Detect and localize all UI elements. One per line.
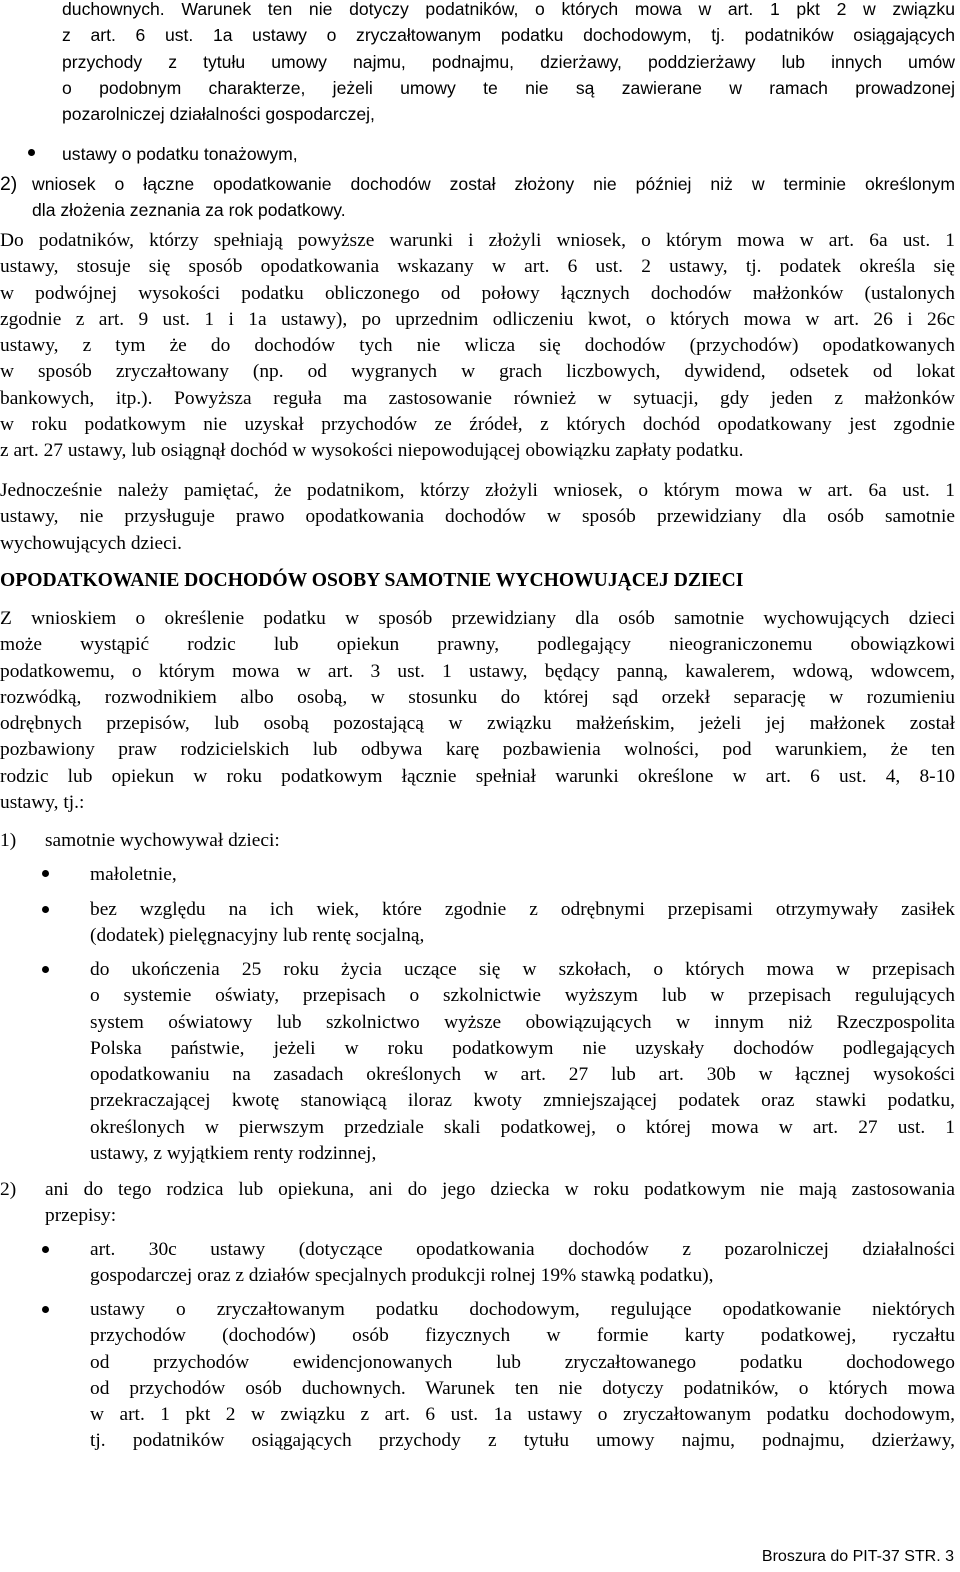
text-line: opodatkowaniu na zasadach określonych w art. 27 lub art. 30b w łącznej wysokości xyxy=(90,1064,955,1086)
joint-taxation-paragraph xyxy=(0,228,955,465)
text-line: gospodarczej oraz z działów specjalnych produkcji rolnej 19% stawką podatku), xyxy=(90,1265,714,1287)
condition-2-paragraph xyxy=(45,1177,955,1230)
bullet-tonnage: ustawy o podatku tonażowym, xyxy=(62,144,298,164)
text-line: określonych w pierwszym przedziale skali podatkowej, o której mowa w art. 27 ust. 1 xyxy=(90,1116,955,1138)
text-line: Z wnioskiem o określenie podatku w sposób przewidziany dla osób samotnie wychowujących dzieci xyxy=(0,608,955,629)
text-line: odrębnych przepisów, lub osobą pozostającą w związku małżeńskim, jeżeli jej małżonek został xyxy=(0,713,955,735)
condition-1-bullet-1 xyxy=(90,862,955,888)
text-line: w sposób zryczałtowany (np. od wygranych w grach liczbowych, dywidend, odsetek od lokat xyxy=(0,361,955,383)
remember-paragraph xyxy=(0,478,955,557)
condition-1-bullet-3 xyxy=(90,957,955,1167)
text-line: art. 30c ustawy (dotyczące opodatkowania dochodów z pozarolniczej działalności xyxy=(90,1239,955,1260)
text-line: duchownych. Warunek ten nie dotyczy podatników, o których mowa w art. 1 pkt 2 w związku xyxy=(62,0,955,19)
text-line: ustawy, z wyjątkiem renty rodzinnej, xyxy=(90,1143,377,1165)
text-line: bankowych, itp.). Powyższa reguła ma zastosowanie również w sytuacji, gdy jeden z małżonków xyxy=(0,387,955,409)
section-heading: OPODATKOWANIE DOCHODÓW OSOBY SAMOTNIE WYCHOWUJĄCEJ DZIECI xyxy=(0,570,744,591)
text-line: przekraczającej kwotę stanowiącą iloraz kwoty zmniejszającej podatek oraz stawki podatku, xyxy=(90,1090,955,1112)
text-line: Jednocześnie należy pamiętać, że podatnikom, którzy złożyli wniosek, o którym mowa w art. 6a ust. 1 xyxy=(0,480,955,501)
text-line: ustawy, nie przysługuje prawo opodatkowania dochodów w sposób przewidziany dla osób samotnie xyxy=(0,506,955,528)
text-line: system oświatowy lub szkolnictwo wyższe obowiązujących w innym niż Rzeczpospolita xyxy=(90,1011,955,1033)
condition-1-label: samotnie wychowywał dzieci: xyxy=(45,830,280,851)
text-line: przychody z tytułu umowy najmu, podnajmu, dzierżawy, poddzierżawy lub innych umów xyxy=(62,51,955,72)
condition-1-bullet-2 xyxy=(90,897,955,950)
condition-2-bullet-1 xyxy=(90,1237,955,1290)
page-footer: Broszura do PIT-37 STR. 3 xyxy=(761,1548,954,1565)
text-line: od przychodów osób duchownych. Warunek ten nie dotyczy podatników, o których mowa xyxy=(90,1377,955,1399)
bullet-icon xyxy=(42,1306,49,1313)
text-line: ustawy, z tym że do dochodów tych nie wlicza się dochodów (przychodów) opodatkowanych xyxy=(0,335,955,357)
text-line: przychodów (dochodów) osób fizycznych w formie karty podatkowej, ryczałtu xyxy=(90,1325,955,1347)
text-line: do ukończenia 25 roku życia uczące się w szkołach, o których mowa w przepisach xyxy=(90,959,955,980)
bullet-icon xyxy=(42,1246,49,1253)
text-line: podatkowemu, o którym mowa w art. 3 ust. 1 ustawy, będący panną, kawalerem, wdową, wdowcem, xyxy=(0,660,955,682)
text-line: pozarolniczej działalności gospodarczej, xyxy=(62,104,375,125)
text-line: w art. 1 pkt 2 w związku z art. 6 ust. 1a ustawy o zryczałtowanym podatku dochodowym, xyxy=(90,1404,955,1426)
text-line: wniosek o łączne opodatkowanie dochodów został złożony nie później niż w terminie określonym xyxy=(32,174,955,194)
text-line: (dodatek) pielęgnacyjny lub rentę socjalną, xyxy=(90,925,425,947)
item-number: 2) xyxy=(0,1179,17,1200)
text-line: ustawy, stosuje się sposób opodatkowania wskazany w art. 6 ust. 2 ustawy, tj. podatek określa się xyxy=(0,256,955,278)
text-line: rozwódką, rozwodnikiem albo osobą, w stosunku do której sąd orzekł separację w rozumieniu xyxy=(0,686,955,708)
text-line: Do podatników, którzy spełniają powyższe warunki i złożyli wniosek, o którym mowa w art. 6a ust. 1 xyxy=(0,230,955,251)
bullet-icon xyxy=(42,966,49,973)
intro-paragraph xyxy=(62,0,955,127)
text-line: od przychodów ewidencjonowanych lub zryczałtowanego podatku dochodowego xyxy=(90,1351,955,1373)
bullet-icon xyxy=(42,870,49,877)
text-line: tj. podatników osiągających przychody z tytułu umowy najmu, podnajmu, dzierżawy, xyxy=(90,1430,955,1452)
item-number: 1) xyxy=(0,830,17,851)
text-line: przepisy: xyxy=(45,1205,117,1227)
single-parent-paragraph xyxy=(0,606,955,816)
text-line: ustawy o zryczałtowanym podatku dochodowym, regulujące opodatkowanie niektórych xyxy=(90,1299,955,1320)
text-line: o podobnym charakterze, jeżeli umowy te nie są zawierane w ramach prowadzonej xyxy=(62,77,955,98)
text-line: bez względu na ich wiek, które zgodnie z odrębnymi przepisami otrzymywały zasiłek xyxy=(90,899,955,920)
condition-2-bullet-2 xyxy=(90,1297,955,1455)
bullet-icon xyxy=(28,149,35,156)
text-line: w roku podatkowym nie uzyskał przychodów ze źródeł, z których dochód opodatkowany jest zgodnie xyxy=(0,414,955,436)
text-line: wychowujących dzieci. xyxy=(0,532,182,554)
text-line: z art. 27 ustawy, lub osiągnął dochód w wysokości niepowodującej obowiązku zapłaty podatku. xyxy=(0,440,744,462)
text-line: ustawy, tj.: xyxy=(0,792,85,814)
text-line: pozbawiony praw rodzicielskich lub odbywa karę pozbawienia wolności, pod warunkiem, że ten xyxy=(0,739,955,761)
text-line: ani do tego rodzica lub opiekuna, ani do jego dziecka w roku podatkowym nie mają zastosowania xyxy=(45,1179,955,1200)
text-line: Polska państwie, jeżeli w roku podatkowym nie uzyskały dochodów podlegających xyxy=(90,1037,955,1059)
text-line: małoletnie, xyxy=(90,864,177,885)
text-line: z art. 6 ust. 1a ustawy o zryczałtowanym podatku dochodowym, tj. podatników osiągających xyxy=(62,25,955,46)
item2-paragraph xyxy=(32,171,955,224)
bullet-icon xyxy=(42,906,49,913)
item-number: 2) xyxy=(0,173,18,195)
text-line: w podwójnej wysokości podatku obliczonego od połowy łącznych dochodów małżonków (ustalonych xyxy=(0,282,955,304)
text-line: dla złożenia zeznania za rok podatkowy. xyxy=(32,200,346,221)
text-line: zgodnie z art. 9 ust. 1 i 1a ustawy), po uprzednim odliczeniu kwot, o których mowa w art. 26 i 26c xyxy=(0,308,955,330)
text-line: może wystąpić rodzic lub opiekun prawny, podlegający nieograniczonemu obowiązkowi xyxy=(0,634,955,656)
text-line: rodzic lub opiekun w roku podatkowym łącznie spełniał warunki określone w art. 6 ust. 4, 8-10 xyxy=(0,765,955,787)
text-line: o systemie oświaty, przepisach o szkolnictwie wyższym lub w przepisach regulujących xyxy=(90,985,955,1007)
